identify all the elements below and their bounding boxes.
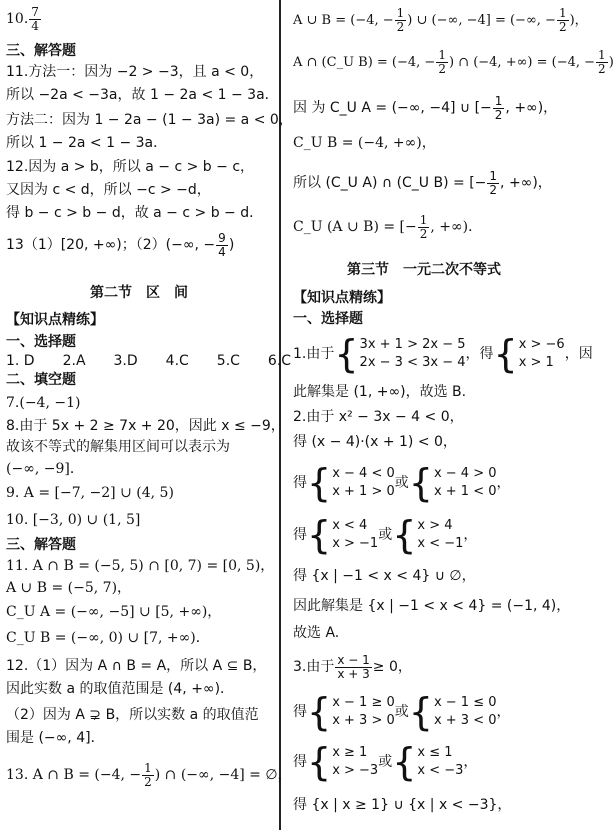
fraction: $\frac{x - 1}{x + 3}$ (337, 652, 370, 681)
problem-3-cases-1: 得 { x − 1 ≥ 0 x + 3 > 0 或 { x − 1 ≤ 0 x + 3 < 0 ， (293, 690, 511, 734)
knowledge-heading: 【知识点精练】 (293, 290, 391, 306)
solve-heading: 三、解答题 (6, 537, 76, 553)
solve-11-line1: 11. A ∩ B = (−5, 5) ∩ [0, 7) = [0, 5)， (6, 558, 275, 574)
fill-7: 7.(−4, −1) (6, 395, 81, 411)
fill-8-line1: 8.由于 5x + 2 ≥ 7x + 20，因此 x ≤ −9， (6, 418, 285, 434)
solve-12-line3: （2）因为 A ⊋ B，所以实数 a 的取值范 (6, 707, 259, 723)
section-title: 第三节 一元二次不等式 (347, 262, 501, 278)
problem-3-cases-2: 得 { x ≥ 1 x > −3 或 { x ≤ 1 x < −3 ， (293, 740, 478, 784)
problem-1-line1: 1.由于 { 3x + 1 > 2x − 5 2x − 3 < 3x − 4 ，得 { x > −6 x > 1 ，因 (293, 332, 593, 376)
problem-2-cases-1: 得 { x − 4 < 0 x + 1 > 0 或 { x − 4 > 0 x + 1 < 0 ， (293, 461, 511, 505)
knowledge-heading: 【知识点精练】 (6, 312, 104, 328)
inequality-system: { x − 4 < 0 x + 1 > 0 (307, 461, 395, 505)
fraction: $\frac{1}{2}$ (598, 48, 606, 76)
inequality-system: { x > 4 x < −1 (392, 513, 464, 557)
problem-2-line1: 2.由于 x² − 3x − 4 < 0， (293, 409, 464, 425)
problem-1-line2: 此解集是 (1, +∞)，故选 B. (293, 384, 467, 400)
inequality-system: { x − 4 > 0 x + 1 < 0 (408, 461, 497, 505)
problem-2-line2: 得 (x − 4)·(x + 1) < 0， (293, 434, 457, 450)
complement-intersection-line: 所以 (C_U A) ∩ (C_U B) = [− $\frac{1}{2}$ , +∞)， (293, 168, 552, 197)
complement-a-line: 因 为 C_U A = (−∞, −4] ∪ [− $\frac{1}{2}$ , +∞)， (293, 93, 558, 122)
inequality-system: { x > −6 x > 1 (493, 332, 565, 376)
answer-11-line4: 所以 1 − 2a < 1 − 3a． (6, 135, 168, 151)
solve-11-line3: C_U A = (−∞, −5] ∪ [5, +∞)， (6, 604, 222, 620)
left-column (0, 0, 293, 830)
fill-heading: 二、填空题 (6, 372, 76, 388)
answer-10: 10. $\frac{7}{4}$ (6, 4, 39, 33)
choice-heading: 一、选择题 (293, 311, 363, 327)
problem-2-solution: 因此解集是 {x | −1 < x < 4} = (−1, 4)， (293, 598, 571, 614)
problem-3-result: 得 {x | x ≥ 1} ∪ {x | x < −3}， (293, 797, 512, 813)
fraction: $\frac{1}{2}$ (489, 168, 498, 197)
complement-b-line: C_U B = (−4, +∞)， (293, 135, 436, 151)
answer-11-line2: 所以 −2a < −3a，故 1 − 2a < 1 − 3a． (6, 87, 279, 103)
answer-12-line2: 又因为 c < d，所以 −c > −d， (6, 182, 211, 198)
answer-12-line1: 12.因为 a > b，所以 a − c > b − c， (6, 159, 255, 175)
inequality-system: { x − 1 ≥ 0 x + 3 > 0 (307, 690, 395, 734)
fraction: $\frac{1}{2}$ (494, 93, 503, 122)
problem-2-cases-2: 得 { x < 4 x > −1 或 { x > 4 x < −1 ， (293, 513, 478, 557)
fraction: $\frac{7}{4}$ (31, 4, 39, 33)
solve-11-line2: A ∪ B = (−5, 7)， (6, 580, 132, 596)
answer-11-line3: 方法二：因为 1 − 2a − (1 − 3a) = a < 0， (6, 112, 293, 128)
solve-12-line2: 因此实数 a 的取值范围是 (4, +∞)． (6, 681, 235, 697)
fraction: $\frac{1}{2}$ (419, 212, 428, 241)
intersection-line: A ∩ (C_U B) = (−4, − $\frac{1}{2}$ ) ∩ (−4, +∞) = (−4, − $\frac{1}{2}$ ) (293, 48, 614, 76)
inequality-system: { x < 4 x > −1 (307, 513, 379, 557)
answer-11-line1: 11.方法一：因为 −2 > −3，且 a < 0， (6, 64, 264, 80)
fraction: $\frac{1}{2}$ (144, 760, 152, 789)
right-column (285, 0, 614, 830)
fraction: $\frac{1}{2}$ (558, 6, 567, 34)
problem-2-choice: 故选 A. (293, 625, 340, 641)
fill-8-line3: (−∞, −9]． (6, 461, 84, 477)
fraction: $\frac{1}{2}$ (396, 6, 405, 34)
complement-union-line: C_U (A ∪ B) = [− $\frac{1}{2}$ , +∞)． (293, 212, 483, 241)
inequality-system: { x ≥ 1 x > −3 (307, 740, 379, 784)
union-line: A ∪ B = (−4, − $\frac{1}{2}$ ) ∪ (−∞, −4] = (−∞, − $\frac{1}{2}$ )， (293, 6, 588, 34)
fill-10: 10. [−3, 0) ∪ (1, 5] (6, 512, 141, 528)
inequality-system: { 3x + 1 > 2x − 5 2x − 3 < 3x − 4 (334, 332, 466, 376)
answer-13: 13（1）[20, +∞)；（2）(−∞, − $\frac{9}{4}$ ) (6, 230, 235, 259)
solve-12-line1: 12.（1）因为 A ∩ B = A，所以 A ⊆ B， (6, 658, 267, 674)
fill-8-line2: 故该不等式的解集用区间可以表示为 (6, 439, 230, 455)
fill-9: 9. A = [−7, −2] ∪ (4, 5) (6, 485, 174, 501)
solve-11-line4: C_U B = (−∞, 0) ∪ [7, +∞)． (6, 630, 210, 646)
fraction: $\frac{9}{4}$ (218, 230, 226, 259)
section-heading: 三、解答题 (6, 43, 76, 59)
inequality-system: { x ≤ 1 x < −3 (392, 740, 464, 784)
inequality-system: { x − 1 ≤ 0 x + 3 < 0 (408, 690, 497, 734)
problem-3-line1: 3.由于 $\frac{x - 1}{x + 3}$ ≥ 0， (293, 652, 412, 681)
choice-answers: 1. D 2.A 3.D 4.C 5.C 6.C (6, 353, 292, 369)
choice-heading: 一、选择题 (6, 334, 76, 350)
solve-12-line4: 围是 (−∞, 4]． (6, 730, 105, 746)
problem-2-result: 得 {x | −1 < x < 4} ∪ ∅， (293, 568, 476, 584)
solve-13: 13. A ∩ B = (−4, − $\frac{1}{2}$ ) ∩ (−∞, −4] = ∅， (6, 760, 292, 789)
fraction: $\frac{1}{2}$ (438, 48, 446, 76)
answer-12-line3: 得 b − c > b − d，故 a − c > b − d． (6, 205, 264, 221)
section-title: 第二节 区 间 (90, 285, 188, 301)
